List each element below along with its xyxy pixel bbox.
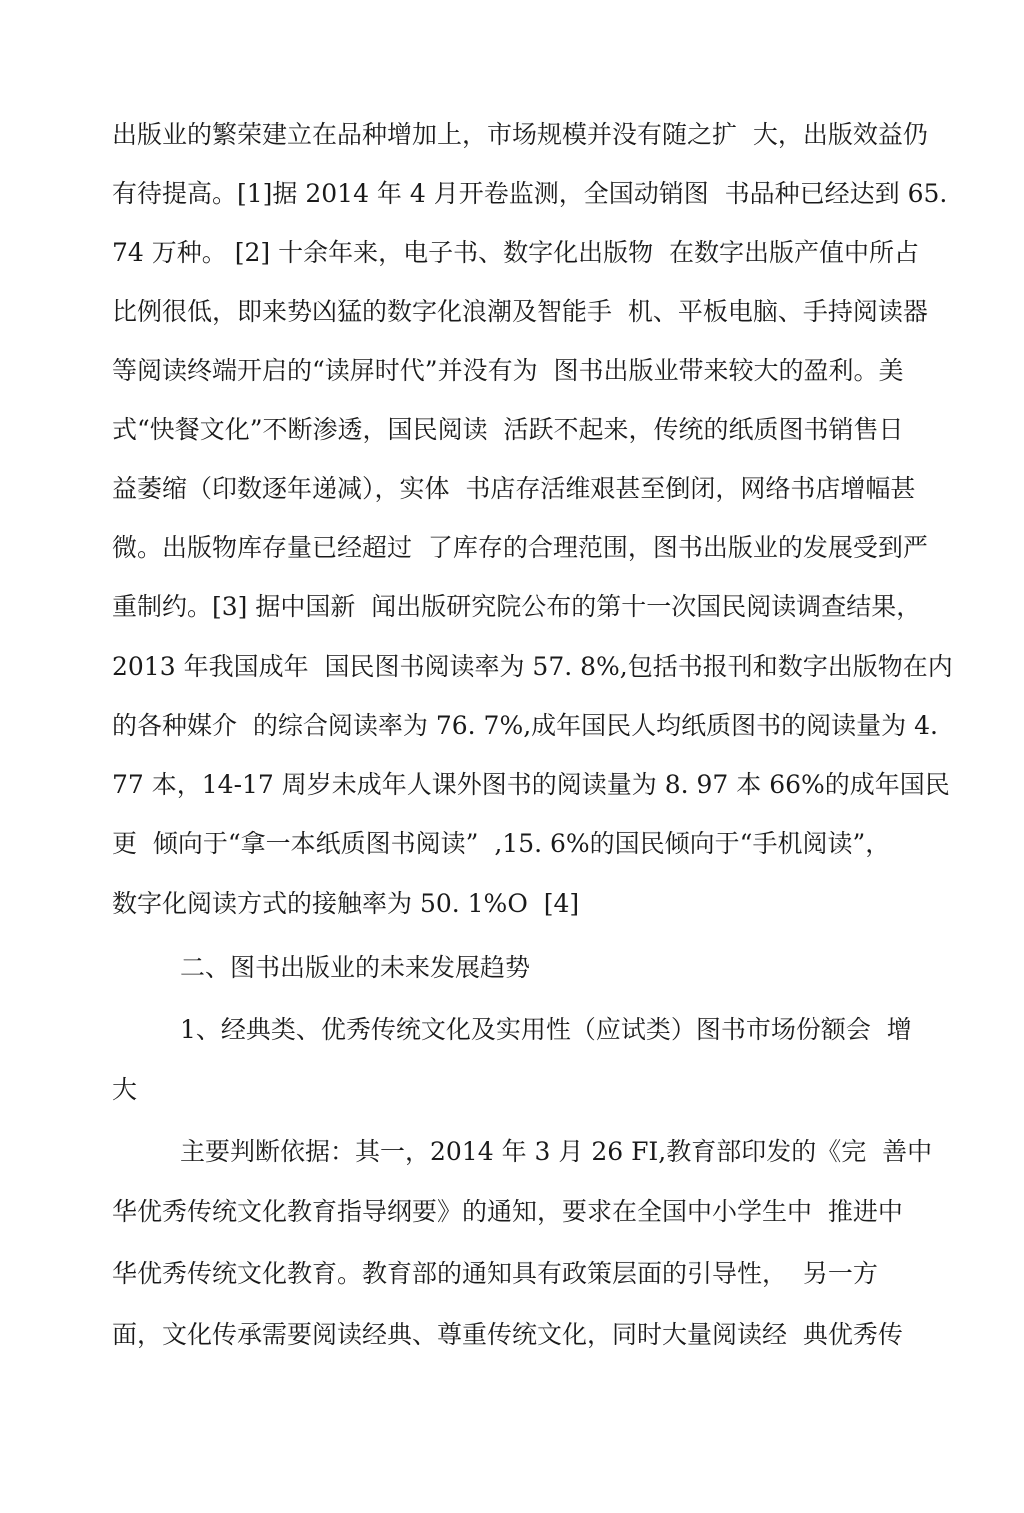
paragraph-line: 比例很低，即来势凶猛的数字化浪潮及智能手 机、平板电脑、手持阅读器 — [112, 297, 928, 326]
paragraph-line: 华优秀传统文化教育。教育部的通知具有政策层面的引导性， 另一方 — [112, 1259, 878, 1288]
subsection-heading: 1、经典类、优秀传统文化及实用性（应试类）图书市场份额会 增 — [180, 1015, 912, 1044]
paragraph-line: 77 本，14-17 周岁未成年人课外图书的阅读量为 8. 97 本 66%的成年国民 — [112, 770, 950, 799]
section-heading: 二、图书出版业的未来发展趋势 — [180, 953, 531, 982]
paragraph-line: 益萎缩（印数逐年递减），实体 书店存活维艰甚至倒闭，网络书店增幅甚 — [112, 474, 916, 503]
paragraph-line: 的各种媒介 的综合阅读率为 76. 7%,成年国民人均纸质图书的阅读量为 4. — [112, 711, 938, 740]
paragraph-line: 74 万种。 [2] 十余年来，电子书、数字化出版物 在数字出版产值中所占 — [112, 238, 919, 267]
paragraph-line: 微。出版物库存量已经超过 了库存的合理范围，图书出版业的发展受到严 — [112, 533, 928, 562]
paragraph-line: 出版业的繁荣建立在品种增加上，市场规模并没有随之扩 大，出版效益仍 — [112, 120, 928, 149]
paragraph-line: 2013 年我国成年 国民图书阅读率为 57. 8%,包括书报刊和数字出版物在内 — [112, 652, 953, 681]
paragraph-line: 面，文化传承需要阅读经典、尊重传统文化，同时大量阅读经 典优秀传 — [112, 1320, 903, 1349]
paragraph-line: 数字化阅读方式的接触率为 50. 1%O [4] — [112, 889, 580, 918]
paragraph-line: 更 倾向于“拿一本纸质图书阅读” ,15. 6%的国民倾向于“手机阅读”， — [112, 829, 891, 858]
paragraph-line: 主要判断依据：其一，2014 年 3 月 26 FI,教育部印发的《完 善中 — [180, 1137, 933, 1166]
paragraph-line: 有待提高。[1]据 2014 年 4 月开卷监测，全国动销图 书品种已经达到 65. — [112, 179, 948, 208]
paragraph-line: 等阅读终端开启的“读屏时代”并没有为 图书出版业带来较大的盈利。美 — [112, 356, 904, 385]
paragraph-line: 华优秀传统文化教育指导纲要》的通知，要求在全国中小学生中 推进中 — [112, 1197, 903, 1226]
subsection-heading-continued: 大 — [112, 1075, 138, 1104]
paragraph-line: 重制约。[3] 据中国新 闻出版研究院公布的第十一次国民阅读调查结果， — [112, 592, 922, 621]
paragraph-line: 式“快餐文化”不断渗透，国民阅读 活跃不起来，传统的纸质图书销售日 — [112, 415, 904, 444]
